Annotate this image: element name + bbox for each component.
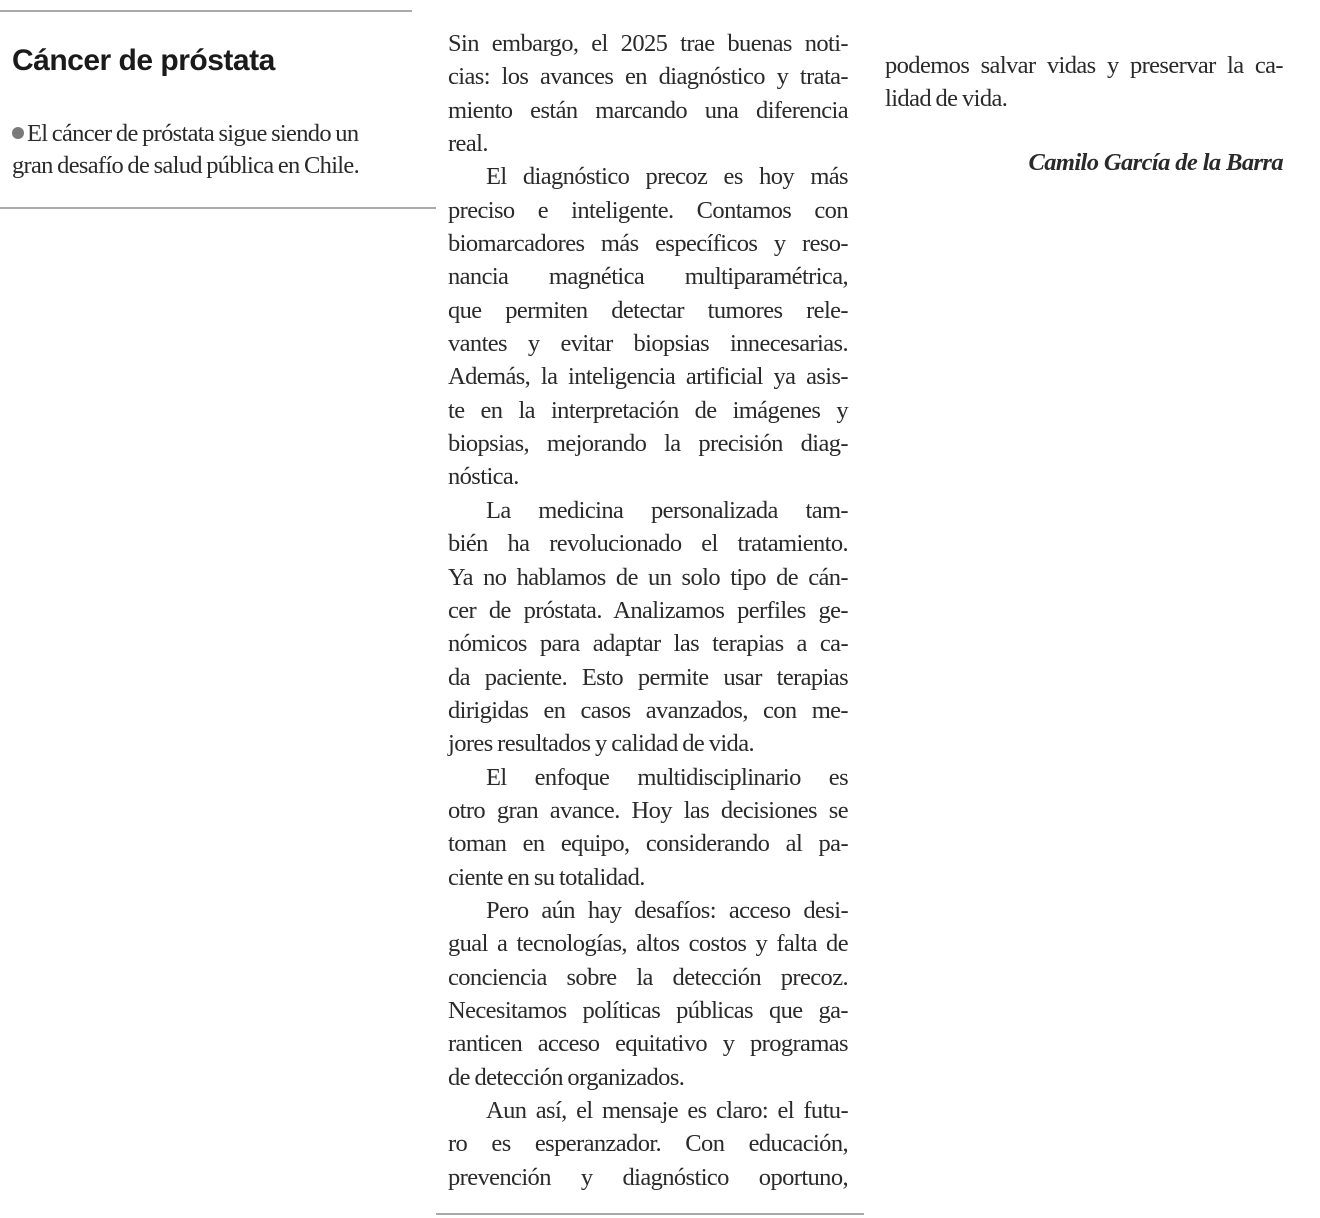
body-line: nóstica. xyxy=(448,463,519,491)
body-line: toman en equipo, considerando al pa- xyxy=(448,830,848,858)
article-body-column xyxy=(448,27,848,1194)
body-line: ro es esperanzador. Con educación, xyxy=(448,1130,848,1158)
teaser-line: gran desafío de salud pública en Chile. xyxy=(12,152,360,179)
column-bottom-divider xyxy=(436,1213,864,1215)
paragraph-start-line: El enfoque multidisciplinario es xyxy=(486,763,848,791)
body-line: te en la interpretación de imágenes y xyxy=(448,396,848,424)
body-line: podemos salvar vidas y preservar la ca- xyxy=(885,52,1283,79)
body-line: miento están marcando una diferencia xyxy=(448,96,848,124)
body-line: Sin embargo, el 2025 trae buenas noti- xyxy=(448,30,848,57)
body-line: ranticen acceso equitativo y programas xyxy=(448,1030,848,1058)
body-line: prevención y diagnóstico oportuno, xyxy=(448,1163,848,1191)
body-line: Además, la inteligencia artificial ya asis- xyxy=(448,363,848,391)
body-line: nómicos para adaptar las terapias a ca- xyxy=(448,630,848,658)
body-line: Ya no hablamos de un solo tipo de cán- xyxy=(448,563,848,591)
teaser-summary xyxy=(12,118,416,182)
body-line: cer de próstata. Analizamos perfiles ge- xyxy=(448,596,848,624)
body-line: lidad de vida. xyxy=(885,85,1008,113)
body-line: bién ha revolucionado el tratamiento. xyxy=(448,530,848,558)
teaser-line-text: El cáncer de próstata sigue siendo un xyxy=(27,120,359,147)
headline: Cáncer de próstata xyxy=(12,44,275,77)
body-line: gual a tecnologías, altos costos y falta de xyxy=(448,930,848,958)
body-line: ciente en su totalidad. xyxy=(448,863,645,891)
bullet-icon xyxy=(12,127,24,139)
body-line: dirigidas en casos avanzados, con me- xyxy=(448,696,848,724)
body-line: de detección organizados. xyxy=(448,1063,685,1091)
body-line: jores resultados y calidad de vida. xyxy=(448,730,755,758)
paragraph-start-line: La medicina personalizada tam- xyxy=(486,496,848,524)
body-line: real. xyxy=(448,130,488,158)
body-line: vantes y evitar biopsias innecesarias. xyxy=(448,330,848,358)
body-line: Necesitamos políticas públicas que ga- xyxy=(448,996,848,1024)
body-line: preciso e inteligente. Contamos con xyxy=(448,196,848,224)
body-line: biomarcadores más específicos y reso- xyxy=(448,230,848,258)
author-signature: Camilo García de la Barra xyxy=(1028,149,1283,176)
body-line: nancia magnética multiparamétrica, xyxy=(448,263,848,291)
teaser-divider xyxy=(0,207,436,209)
paragraph-start-line: Pero aún hay desafíos: acceso desi- xyxy=(486,896,848,924)
paragraph-start-line: El diagnóstico precoz es hoy más xyxy=(486,163,848,191)
body-line: biopsias, mejorando la precisión diag- xyxy=(448,430,848,458)
paragraph-start-line: Aun así, el mensaje es claro: el futu- xyxy=(486,1097,848,1124)
body-line: que permiten detectar tumores rele- xyxy=(448,296,848,324)
body-line: da paciente. Esto permite usar terapias xyxy=(448,663,848,691)
article-continuation-column xyxy=(885,49,1283,116)
body-line: otro gran avance. Hoy las decisiones se xyxy=(448,796,848,824)
top-divider xyxy=(0,10,412,12)
body-line: cias: los avances en diagnóstico y trata- xyxy=(448,63,848,91)
body-line: conciencia sobre la detección precoz. xyxy=(448,963,848,991)
teaser-line xyxy=(12,118,416,150)
